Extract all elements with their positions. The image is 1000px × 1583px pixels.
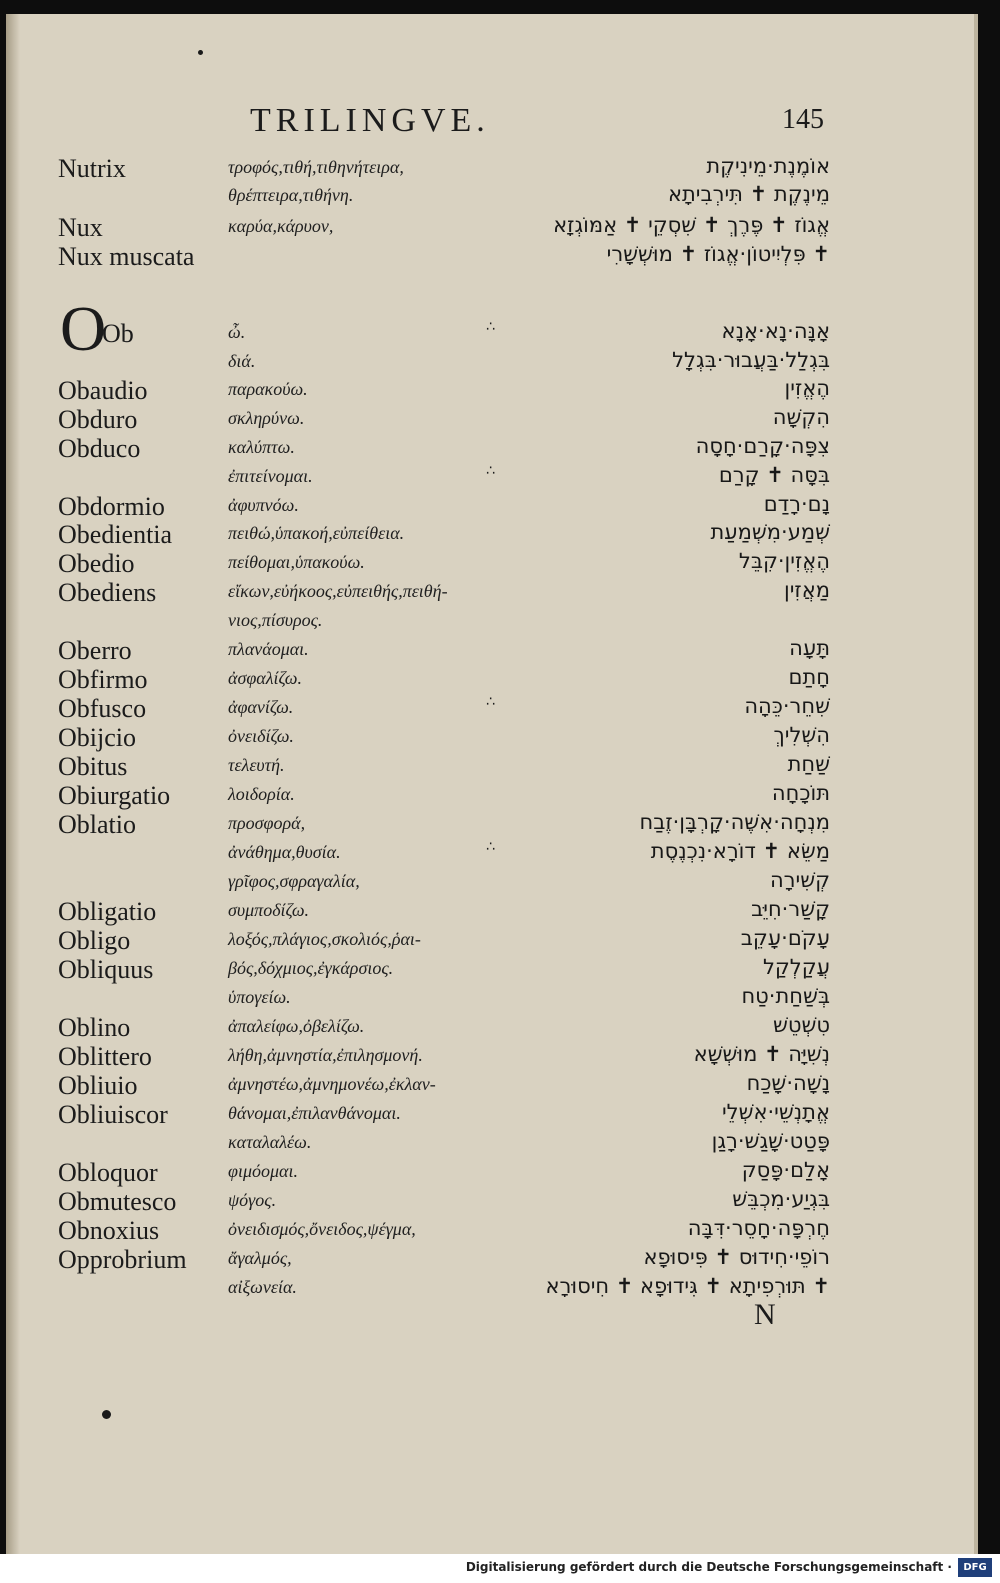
book-page xyxy=(6,14,978,1554)
hebrew-equivalent: ✝ תּוּרְפִיתָא ✝ גִּידוּפָא ✝ חִיסוּרָא xyxy=(545,1274,830,1298)
entry-row xyxy=(6,434,978,463)
latin-headword: Oblittero xyxy=(58,1042,152,1071)
latin-headword: Obduco xyxy=(58,434,141,463)
entry-row xyxy=(6,1042,978,1071)
latin-headword: Obitus xyxy=(58,752,128,781)
greek-equivalent: καλύπτω. xyxy=(228,437,295,457)
entry-row xyxy=(6,376,978,405)
hebrew-equivalent: ✝ פִּלְיִיטוֹן·אֱגוֹז ✝ מוּשְׁשָׁרִי xyxy=(606,242,830,266)
entry-row xyxy=(6,607,978,636)
hebrew-equivalent: מֵינֶקֶת ✝ תִּירְבִיתָא xyxy=(667,182,830,206)
greek-equivalent: γρῖφος,σφραγαλία, xyxy=(228,871,360,891)
greek-equivalent: ὀνειδίζω. xyxy=(228,726,294,746)
entry-row xyxy=(6,578,978,607)
hebrew-equivalent: עָקֹם·עָקֵב xyxy=(740,926,830,950)
latin-headword: Obedientia xyxy=(58,520,173,549)
hebrew-equivalent: חֶרְפָּה·חָסֵר·דִּבָּה xyxy=(687,1216,830,1240)
hebrew-equivalent: אֱתָנְשֵׁי·אִשְׁלֵי xyxy=(721,1100,830,1124)
greek-equivalent: αἰξωνεία. xyxy=(228,1277,297,1297)
hebrew-equivalent: עֲקַלְקַל xyxy=(762,955,830,979)
greek-equivalent: φιμόομαι. xyxy=(228,1161,298,1181)
latin-headword: Obdormio xyxy=(58,492,165,521)
greek-equivalent: συμποδίζω. xyxy=(228,900,310,920)
entry-row xyxy=(6,1013,978,1042)
latin-headword: Obligo xyxy=(58,926,131,955)
entry-row xyxy=(6,694,978,723)
hebrew-equivalent: בִּגְלַל·בַּעֲבוּר·בִּגְלָל xyxy=(672,348,830,372)
running-header: TRILINGVE. xyxy=(250,102,490,139)
hebrew-equivalent: קָשַׁר·חִיֵּב xyxy=(751,897,830,921)
latin-headword: Nux xyxy=(58,213,103,242)
hebrew-equivalent: אוֹמֶנֶת·מֵינִיקֶת xyxy=(706,154,830,178)
entry-row xyxy=(6,839,978,868)
hebrew-equivalent: אָלַם·פָּסַק xyxy=(741,1158,830,1182)
greek-equivalent: ὦ. xyxy=(228,322,246,342)
latin-headword: Obiurgatio xyxy=(58,781,171,810)
hebrew-equivalent: אָנָּה·נָא·אָנָא xyxy=(721,319,830,343)
greek-equivalent: λήθη,ἀμνηστία,ἐπιλησμονή. xyxy=(228,1045,423,1065)
greek-equivalent: ὀνειδισμός,ὄνειδος,ψέγμα, xyxy=(228,1219,416,1239)
hebrew-equivalent: שִׁחֵר·כֵּהָה xyxy=(744,694,830,718)
latin-headword: Obligatio xyxy=(58,897,157,926)
greek-equivalent: σκληρύνω. xyxy=(228,408,305,428)
greek-equivalent: βός,δόχμιος,ἐγκάρσιος. xyxy=(228,958,394,978)
latin-headword: Opprobrium xyxy=(58,1245,187,1274)
latin-headword: Obediens xyxy=(58,578,157,607)
page-number: 145 xyxy=(782,104,824,135)
entry-row xyxy=(6,926,978,955)
hebrew-equivalent: רוֹפֵי·חִידוּס ✝ פִּיסוּפָא xyxy=(643,1245,830,1269)
latin-headword: Oblatio xyxy=(58,810,136,839)
latin-headword: Nutrix xyxy=(58,154,126,183)
greek-equivalent: διά. xyxy=(228,351,256,371)
hebrew-equivalent: תָּעָה xyxy=(789,636,830,660)
hebrew-equivalent: תּוֹכָחָה xyxy=(771,781,830,805)
hebrew-equivalent: נָשָׁה·שָׁכַח xyxy=(746,1071,830,1095)
entry-row xyxy=(6,752,978,781)
entry-row xyxy=(6,781,978,810)
hebrew-equivalent: שַׁחַת xyxy=(787,752,830,776)
hebrew-equivalent: קְשִׁירָה xyxy=(769,868,830,892)
hebrew-equivalent: נָם·רָדַם xyxy=(763,492,830,516)
greek-equivalent: τροφός,τιθή,τιθηνήτειρα, xyxy=(228,157,404,177)
entry-row xyxy=(6,810,978,839)
entry-row xyxy=(6,319,978,348)
greek-equivalent: ψόγος. xyxy=(228,1190,277,1210)
entry-row xyxy=(6,520,978,549)
latin-headword: Nux muscata xyxy=(58,242,195,271)
section-initial-letter: O xyxy=(60,293,107,364)
greek-equivalent: ἀπαλείφω,ὀβελίζω. xyxy=(228,1016,365,1036)
hebrew-equivalent: מַשֵּׂא ✝ דוֹרָא·נִכְנֶסֶת xyxy=(650,839,830,863)
annotation-marker: ∴ xyxy=(486,319,492,335)
entry-row xyxy=(6,1216,978,1245)
latin-headword: Ob xyxy=(102,319,134,348)
entry-row xyxy=(6,1071,978,1100)
entry-row xyxy=(6,182,978,211)
hebrew-equivalent: בִּסָּה ✝ קָרַם xyxy=(718,463,830,487)
latin-headword: Obfusco xyxy=(58,694,147,723)
latin-headword: Obmutesco xyxy=(58,1187,177,1216)
greek-equivalent: ἄγαλμός, xyxy=(228,1248,292,1268)
entry-row xyxy=(6,405,978,434)
annotation-marker: ∴ xyxy=(486,839,492,855)
greek-equivalent: θρέπτειρα,τιθήνη. xyxy=(228,185,354,205)
hebrew-equivalent: הִקְשָׁה xyxy=(772,405,830,429)
greek-equivalent: πείθομαι,ὑπακούω. xyxy=(228,552,365,572)
latin-headword: Obliuio xyxy=(58,1071,138,1100)
entry-row xyxy=(6,154,978,183)
hebrew-equivalent: הֶאֱזִין xyxy=(784,376,830,400)
latin-headword: Obnoxius xyxy=(58,1216,160,1245)
entry-row xyxy=(6,1100,978,1129)
greek-equivalent: καταλαλέω. xyxy=(228,1132,312,1152)
greek-equivalent: εἴκων,εὐήκοος,εὐπειθής,πειθή- xyxy=(228,581,448,601)
hebrew-equivalent: הִשְׁלִיךְ xyxy=(773,723,830,747)
hebrew-equivalent: בִּגְיַע·מִכְבֵּשׁ xyxy=(732,1187,830,1211)
greek-equivalent: θάνομαι,ἐπιλανθάνομαι. xyxy=(228,1103,401,1123)
annotation-marker: ∴ xyxy=(486,463,492,479)
ink-dot-bottom xyxy=(102,1410,111,1419)
greek-equivalent: ἀσφαλίζω. xyxy=(228,668,302,688)
greek-equivalent: ἀφανίζω. xyxy=(228,697,294,717)
entry-row xyxy=(6,549,978,578)
entry-row xyxy=(6,242,978,271)
entry-row xyxy=(6,463,978,492)
dfg-logo: DFG xyxy=(958,1558,992,1577)
entry-row xyxy=(6,897,978,926)
latin-headword: Obaudio xyxy=(58,376,148,405)
latin-headword: Obliquus xyxy=(58,955,154,984)
footer-credit: Digitalisierung gefördert durch die Deutsche Forschungsgemeinschaft · xyxy=(465,1560,952,1574)
greek-equivalent: ἀνάθημα,θυσία. xyxy=(228,842,341,862)
annotation-marker: ∴ xyxy=(486,694,492,710)
entry-row xyxy=(6,348,978,377)
greek-equivalent: ἀμνηστέω,ἀμνημονέω,ἐκλαν- xyxy=(228,1074,436,1094)
hebrew-equivalent: טִשְׁטֵשׁ xyxy=(773,1013,830,1037)
hebrew-equivalent: מִנְחָה·אִשֶּׁה·קָרְבָּן·זֶבַח xyxy=(639,810,830,834)
hebrew-equivalent: נְשִׁיָּה ✝ מוּשְׁשָׁא xyxy=(693,1042,830,1066)
greek-equivalent: ἀφυπνόω. xyxy=(228,495,299,515)
hebrew-equivalent: צִפָּה·קָרַם·חָסָה xyxy=(695,434,830,458)
greek-equivalent: λοξός,πλάγιος,σκολιός,ῥαι- xyxy=(228,929,421,949)
entry-row xyxy=(6,1274,978,1303)
latin-headword: Obijcio xyxy=(58,723,136,752)
entry-row xyxy=(6,1158,978,1187)
greek-equivalent: ὑπογείω. xyxy=(228,987,291,1007)
latin-headword: Obedio xyxy=(58,549,135,578)
entry-row xyxy=(6,492,978,521)
hebrew-equivalent: שְׁמַע·מִשְׁמַעַת xyxy=(710,520,830,544)
hebrew-equivalent: מַאֲזִין xyxy=(784,578,830,602)
greek-equivalent: νιος,πίσυρος. xyxy=(228,610,323,630)
greek-equivalent: καρύα,κάρυον, xyxy=(228,216,334,236)
digitization-footer xyxy=(0,1554,1000,1583)
greek-equivalent: πειθώ,ὑπακοή,εὐπείθεια. xyxy=(228,523,405,543)
latin-headword: Obfirmo xyxy=(58,665,148,694)
entry-row xyxy=(6,665,978,694)
ink-dot-top xyxy=(198,50,203,55)
greek-equivalent: ἐπιτείνομαι. xyxy=(228,466,313,486)
greek-equivalent: τελευτή. xyxy=(228,755,285,775)
entry-row xyxy=(6,1129,978,1158)
latin-headword: Oberro xyxy=(58,636,132,665)
hebrew-equivalent: פָּטַט·שָׁגַשׁ·רָגַן xyxy=(711,1129,830,1153)
latin-headword: Obliuiscor xyxy=(58,1100,168,1129)
greek-equivalent: πλανάομαι. xyxy=(228,639,309,659)
entry-row xyxy=(6,1245,978,1274)
catchword: N xyxy=(754,1298,776,1331)
latin-headword: Obloquor xyxy=(58,1158,158,1187)
greek-equivalent: παρακούω. xyxy=(228,379,308,399)
greek-equivalent: προσφορά, xyxy=(228,813,306,833)
greek-equivalent: λοιδορία. xyxy=(228,784,295,804)
latin-headword: Oblino xyxy=(58,1013,131,1042)
hebrew-equivalent: הֶאֱזִין·קִבֵּל xyxy=(738,549,830,573)
latin-headword: Obduro xyxy=(58,405,138,434)
entry-row xyxy=(6,723,978,752)
entry-row xyxy=(6,1187,978,1216)
entry-row xyxy=(6,636,978,665)
hebrew-equivalent: אֱגוֹז ✝ פֶּרֶךְ ✝ שִׁסְקֵי ✝ אַמּוֹגְזָא xyxy=(553,213,830,237)
entry-row xyxy=(6,984,978,1013)
entry-row xyxy=(6,868,978,897)
hebrew-equivalent: בְּשַׁחַת·טַח xyxy=(741,984,830,1008)
hebrew-equivalent: חָתַם xyxy=(788,665,830,689)
entry-row xyxy=(6,213,978,242)
entry-row xyxy=(6,955,978,984)
